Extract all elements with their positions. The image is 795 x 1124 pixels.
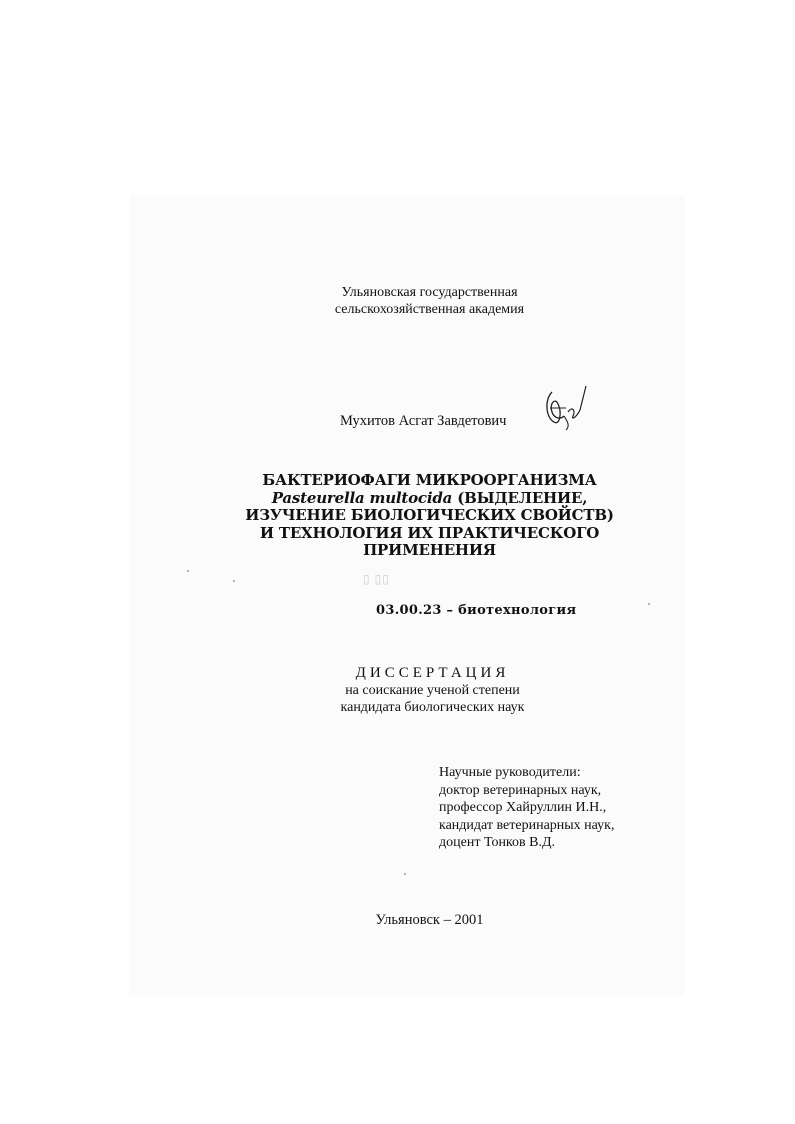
scan-speck (187, 570, 189, 572)
supervisors-block (439, 764, 614, 852)
title-latin-species: Pasteurella multocida (271, 488, 453, 507)
scan-speck (233, 580, 235, 582)
supervisors-heading: Научные руководители: (439, 765, 581, 780)
supervisor-line-1: доктор ветеринарных наук, (439, 782, 602, 798)
supervisor-line-3: кандидат ветеринарных наук, (439, 817, 615, 833)
supervisor-line-4: доцент Тонков В.Д. (439, 835, 556, 850)
title-line-2-rest: (ВЫДЕЛЕНИЕ, (452, 488, 588, 507)
faint-stamp-mark: ▯ ▯▯ (363, 572, 390, 586)
scan-speck (648, 603, 650, 605)
scan-speck (404, 873, 406, 875)
handwritten-signature (540, 382, 590, 434)
institution-block (32, 284, 795, 318)
dissertation-type-block (35, 665, 795, 716)
supervisor-line-2: профессор Хайруллин И.Н., (439, 800, 607, 815)
institution-line-2: сельскохозяйственная академия (334, 302, 525, 317)
dissertation-title (32, 472, 795, 560)
title-line-4: И ТЕХНОЛОГИЯ ИХ ПРАКТИЧЕСКОГО (259, 523, 600, 542)
title-line-2 (32, 490, 795, 508)
title-line-3: ИЗУЧЕНИЕ БИОЛОГИЧЕСКИХ СВОЙСТВ) (245, 506, 614, 524)
degree-line-2: кандидата биологических наук (340, 700, 525, 715)
title-line-5: ПРИМЕНЕНИЯ (363, 541, 496, 559)
specialty-code: 03.00.23 – биотехнология (376, 603, 577, 618)
title-line-1: БАКТЕРИОФАГИ МИКРООРГАНИЗМА (262, 471, 597, 489)
institution-line-1: Ульяновская государственная (341, 285, 518, 300)
city-year: Ульяновск – 2001 (375, 912, 484, 928)
degree-line-1: на соискание ученой степени (345, 683, 520, 698)
dissertation-heading: ДИССЕРТАЦИЯ (355, 665, 510, 681)
author-name: Мухитов Асгат Завдетович (340, 413, 507, 429)
